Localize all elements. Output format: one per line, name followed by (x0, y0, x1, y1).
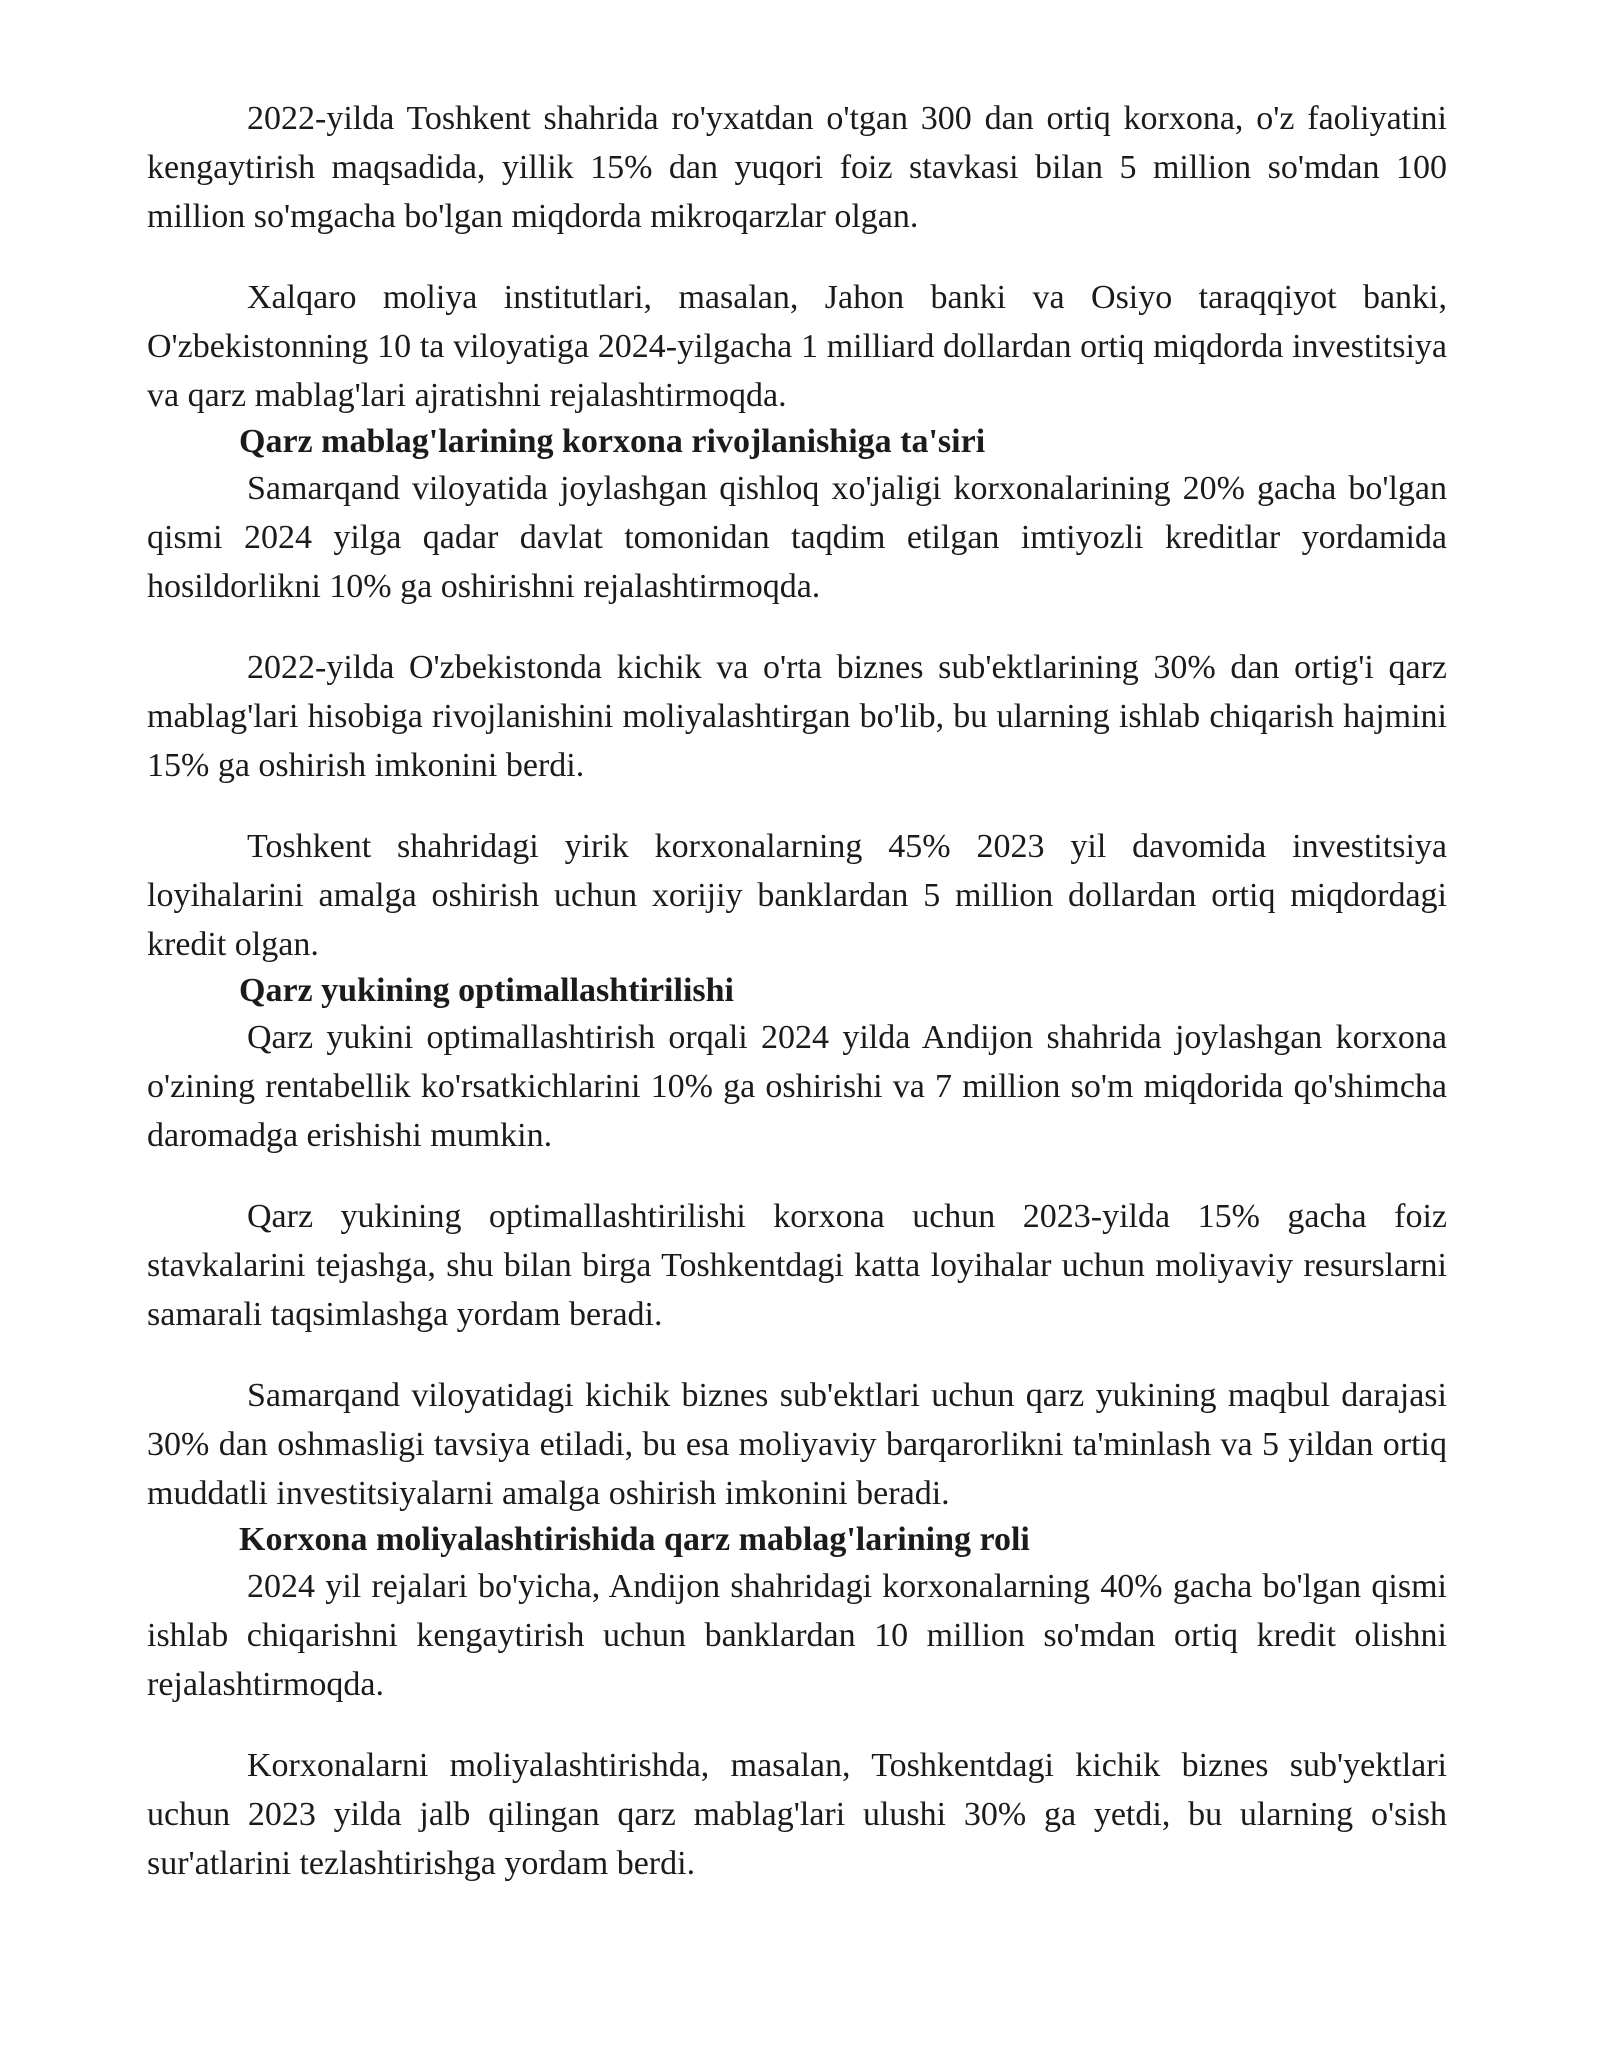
paragraph-tashkent-large-enterprises: Toshkent shahridagi yirik korxonalarning 45% 2023 yil davomida investitsiya loyihalarini amalga oshirish uchun xorijiy banklardan 5 million dollardan ortiq miqdordagi kredit olgan. (147, 828, 1447, 963)
paragraph-samarkand-agriculture: Samarqand viloyatida joylashgan qishloq xo'jaligi korxonalarining 20% gacha bo'lgan qismi 2024 yilga qadar davlat tomonidan taqdim etilgan imtiyozli kreditlar yordamida hosildorlikni 10% ga oshirishni rejalashtirmoqda. (147, 470, 1447, 605)
paragraph-andijan-plans: 2024 yil rejalari bo'yicha, Andijon shahridagi korxonalarning 40% gacha bo'lgan qismi ishlab chiqarishni kengaytirish uchun banklardan 10 million so'mdan ortiq kredit olishni rejalashtirmoqda. (147, 1568, 1447, 1703)
paragraph-international-institutions: Xalqaro moliya institutlari, masalan, Jahon banki va Osiyo taraqqiyot banki, O'zbekistonning 10 ta viloyatiga 2024-yilgacha 1 milliard dollardan ortiq miqdorda investitsiya va qarz mablag'lari ajratishni rejalashtirmoqda. (147, 279, 1447, 414)
paragraph-microloans: 2022-yilda Toshkent shahrida ro'yxatdan o'tgan 300 dan ortiq korxona, o'z faoliyatini kengaytirish maqsadida, yillik 15% dan yuqori foiz stavkasi bilan 5 million so'mdan 100 million so'mgacha bo'lgan miqdorda mikroqarzlar olgan. (147, 100, 1447, 235)
paragraph-interest-savings: Qarz yukining optimallashtirilishi korxona uchun 2023-yilda 15% gacha foiz stavkalarini tejashga, shu bilan birga Toshkentdagi katta loyihalar uchun moliyaviy resurslarni samarali taqsimlashga yordam beradi. (147, 1198, 1447, 1333)
paragraph-sme-financing: 2022-yilda O'zbekistonda kichik va o'rta biznes sub'ektlarining 30% dan ortig'i qarz mablag'lari hisobiga rivojlanishini moliyalashtirgan bo'lib, bu ularning ishlab chiqarish hajmini 15% ga oshirish imkonini berdi. (147, 649, 1447, 784)
paragraph-tashkent-small-business: Korxonalarni moliyalashtirishda, masalan, Toshkentdagi kichik biznes sub'yektlari uchun 2023 yilda jalb qilingan qarz mablag'lari ulushi 30% ga yetdi, bu ularning o'sish sur'atlarini tezlashtirishga yordam berdi. (147, 1747, 1447, 1882)
section-heading-debt-optimization: Qarz yukining optimallashtirilishi (239, 972, 734, 1009)
paragraph-samarkand-debt-level: Samarqand viloyatidagi kichik biznes sub'ektlari uchun qarz yukining maqbul darajasi 30% dan oshmasligi tavsiya etiladi, bu esa moliyaviy barqarorlikni ta'minlash va 5 yildan ortiq muddatli investitsiyalarni amalga oshirish imkonini beradi. (147, 1377, 1447, 1512)
section-heading-debt-role: Korxona moliyalashtirishida qarz mablag'larining roli (239, 1521, 1030, 1558)
section-heading-debt-impact: Qarz mablag'larining korxona rivojlanishiga ta'siri (239, 423, 986, 460)
paragraph-andijan-profitability: Qarz yukini optimallashtirish orqali 2024 yilda Andijon shahrida joylashgan korxona o'zining rentabellik ko'rsatkichlarini 10% ga oshirishi va 7 million so'm miqdorida qo'shimcha daromadga erishishi mumkin. (147, 1019, 1447, 1154)
document-page (147, 94, 1447, 1888)
